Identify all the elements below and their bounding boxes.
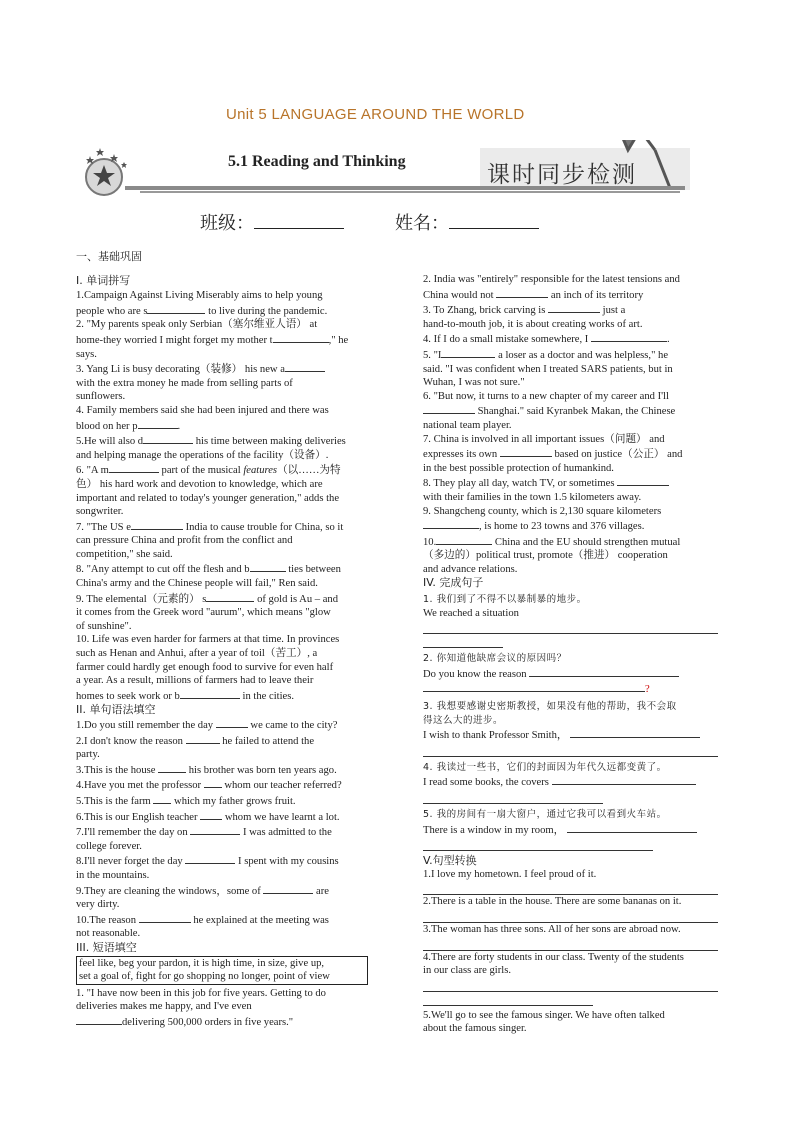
- answer-blank[interactable]: [131, 519, 183, 530]
- section-heading: II. 单句语法填空: [76, 703, 156, 717]
- question: in our class are girls.: [423, 965, 511, 977]
- name-label: 姓名：: [395, 213, 449, 234]
- question: of sunshine".: [76, 620, 132, 632]
- question: in the best possible protection of humankind.: [423, 462, 614, 474]
- question: 4. If I do a small mistake somewhere, I .: [423, 331, 721, 347]
- answer-line[interactable]: [423, 790, 603, 804]
- question: ?: [423, 681, 721, 697]
- question: homes to seek work or b in the cities.: [76, 688, 376, 704]
- section-heading: III. 短语填空: [76, 940, 137, 954]
- question: farmer could hardly get enough food to survive for even half: [76, 661, 334, 673]
- answer-blank[interactable]: [548, 302, 600, 313]
- question: 3. Yang Li is busy decorating（装修） his new a: [76, 361, 376, 377]
- question: 2. India was "entirely" responsible for the latest tensions and: [423, 274, 680, 285]
- answer-line[interactable]: [423, 992, 593, 1006]
- question: 9. Shangcheng county, which is 2,130 square kilometers: [423, 505, 662, 517]
- answer-blank[interactable]: [185, 853, 235, 864]
- question: 7. "The US e India to cause trouble for China, so it: [76, 519, 376, 535]
- answer-blank[interactable]: [204, 777, 222, 788]
- question: 8.I'll never forget the day I spent with my cousins: [76, 853, 376, 869]
- question: with their families in the town 1.5 kilometers away.: [423, 491, 642, 503]
- class-blank[interactable]: [254, 228, 344, 229]
- question: it comes from the Greek word "aurum", which means "glow: [76, 607, 331, 619]
- answer-line[interactable]: [423, 909, 718, 923]
- question: national team player.: [423, 419, 512, 431]
- answer-line[interactable]: [423, 881, 718, 895]
- question-cn: 1. 我们到了不得不以暴制暴的地步。: [423, 594, 587, 606]
- class-label: 班级：: [200, 213, 254, 234]
- answer-line[interactable]: [423, 620, 718, 634]
- question: I wish to thank Professor Smith，: [423, 727, 721, 743]
- answer-line[interactable]: [423, 837, 653, 851]
- class-field[interactable]: [200, 209, 344, 235]
- question: I read some books, the covers: [423, 774, 721, 790]
- question: and advance relations.: [423, 563, 518, 575]
- phrase-list: set a goal of, fight for go shopping no longer, point of view: [79, 971, 330, 983]
- question: blood on her p .: [76, 418, 376, 434]
- question-cn: 4. 我读过一些书，它们的封面因为年代久远都变黄了。: [423, 761, 667, 773]
- answer-blank[interactable]: [147, 303, 205, 314]
- question-cn: 得这么大的进步。: [423, 714, 504, 726]
- answer-blank[interactable]: [423, 681, 645, 692]
- answer-blank[interactable]: [153, 793, 171, 804]
- question: 1. "I have now been in this job for five years. Getting to do: [76, 987, 326, 999]
- question: not reasonable.: [76, 928, 141, 940]
- question: 5.This is the farm which my father grows fruit.: [76, 793, 376, 809]
- question: 6.This is our English teacher whom we have learnt a lot.: [76, 809, 376, 825]
- answer-blank[interactable]: [76, 1014, 122, 1025]
- answer-blank[interactable]: [570, 727, 700, 738]
- phrase-box: [76, 956, 368, 985]
- question: college forever.: [76, 840, 142, 852]
- question: Do you know the reason: [423, 666, 721, 682]
- answer-line[interactable]: [423, 937, 718, 951]
- question: delivering 500,000 orders in five years.": [76, 1014, 376, 1030]
- answer-blank[interactable]: [143, 433, 193, 444]
- answer-blank[interactable]: [216, 717, 248, 728]
- question: in the mountains.: [76, 869, 150, 881]
- question: 5.We'll go to see the famous singer. We have often talked: [423, 1009, 665, 1021]
- question: such as Henan and Anhui, after a year of toil（苦工）, a: [76, 648, 318, 660]
- question: deliveries makes me happy, and I've even: [76, 1001, 252, 1013]
- question: 4.Have you met the professor whom our teacher referred?: [76, 777, 376, 793]
- question: 4. Family members said she had been injured and there was: [76, 404, 329, 416]
- question: competition," she said.: [76, 548, 173, 560]
- answer-blank[interactable]: [273, 332, 329, 343]
- answer-line[interactable]: [423, 978, 718, 992]
- question: 10. China and the EU should strengthen mutual: [423, 534, 721, 550]
- question: We reached a situation: [423, 607, 519, 619]
- question: 3.This is the house his brother was born ten years ago.: [76, 762, 376, 778]
- answer-blank[interactable]: [138, 418, 178, 429]
- question: 5.He will also d his time between making deliveries: [76, 433, 376, 449]
- section-heading: I. 单词拼写: [76, 273, 131, 287]
- question: and helping manage the operations of the facility（设备）.: [76, 449, 329, 461]
- part-heading: 一、基础巩固: [76, 250, 142, 263]
- question: 4.There are forty students in our class. Twenty of the students: [423, 951, 684, 963]
- small-star-icon: [96, 148, 104, 156]
- sync-label: 课时同步检测: [487, 162, 637, 188]
- phrase-list: feel like, beg your pardon, it is high time, in size, give up,: [79, 957, 325, 969]
- section-heading: V.句型转换: [423, 854, 477, 868]
- answer-blank[interactable]: [158, 762, 186, 773]
- question: home-they worried I might forget my mother t ," he: [76, 332, 376, 348]
- answer-blank[interactable]: [263, 883, 313, 894]
- question-cn: 5. 我的房间有一扇大窗户，通过它我可以看到火车站。: [423, 809, 667, 820]
- question: 7. China is involved in all important issues（问题） and: [423, 433, 665, 445]
- question: said. "I was confident when I treated SARS patients, but in: [423, 363, 673, 375]
- left-column: [76, 250, 376, 1029]
- answer-blank[interactable]: [109, 462, 159, 473]
- question: 1.Campaign Against Living Miserably aims to help young: [76, 290, 323, 302]
- question: sunflowers.: [76, 391, 126, 403]
- answer-blank[interactable]: [591, 331, 667, 342]
- answer-blank[interactable]: [423, 403, 475, 414]
- answer-blank[interactable]: [423, 518, 479, 529]
- answer-blank[interactable]: [500, 446, 552, 457]
- answer-blank[interactable]: [180, 688, 240, 699]
- question: 2.There is a table in the house. There are some bananas on it.: [423, 896, 682, 908]
- question: China's army and the Chinese people will fail," Ren said.: [76, 578, 318, 590]
- question: about the famous singer.: [423, 1023, 527, 1035]
- answer-line[interactable]: [423, 634, 503, 648]
- question: 10.The reason he explained at the meeting was: [76, 912, 376, 928]
- question: Shanghai." said Kyranbek Makan, the Chinese: [423, 403, 721, 419]
- question: （多边的）political trust, promote（推进） cooperation: [423, 550, 668, 562]
- question: with the extra money he made from selling parts of: [76, 377, 293, 389]
- answer-blank[interactable]: [285, 361, 325, 372]
- question: a year. As a result, millions of farmers had to leave their: [76, 675, 314, 687]
- question: hand-to-mouth job, it is about creating works of art.: [423, 318, 643, 330]
- answer-blank[interactable]: [552, 774, 696, 785]
- question-cn: 2. 你知道他缺席会议的原因吗？: [423, 653, 567, 665]
- question: 6. "But now, it turns to a new chapter of my career and I'll: [423, 390, 669, 402]
- answer-blank[interactable]: [436, 534, 492, 545]
- question: party.: [76, 749, 100, 761]
- question: , is home to 23 towns and 376 villages.: [423, 518, 721, 534]
- question: 5. "I a loser as a doctor and was helpless," he: [423, 347, 721, 363]
- name-blank[interactable]: [449, 228, 539, 229]
- answer-blank[interactable]: [441, 347, 495, 358]
- question-cn: 3. 我想要感谢史密斯教授，如果没有他的帮助，我不会取: [423, 701, 677, 713]
- question: 色） his hard work and devotion to knowledge, which are: [76, 478, 323, 490]
- question: 9.They are cleaning the windows，some of are: [76, 883, 376, 899]
- question: people who are s to live during the pandemic.: [76, 303, 376, 319]
- section-heading: IV. 完成句子: [423, 576, 484, 590]
- question: 3.The woman has three sons. All of her sons are abroad now.: [423, 923, 681, 935]
- question: 9. The elemental（元素的） s of gold is Au – and: [76, 591, 376, 607]
- answer-blank[interactable]: [529, 666, 679, 677]
- question: 1.Do you still remember the day we came to the city?: [76, 717, 376, 733]
- question: There is a window in my room，: [423, 822, 721, 838]
- small-star-icon: [121, 162, 127, 168]
- question: China would not an inch of its territory: [423, 287, 721, 303]
- question: 2. "My parents speak only Serbian（塞尔维亚人语） at: [76, 319, 318, 331]
- answer-blank[interactable]: [190, 824, 240, 835]
- answer-blank[interactable]: [250, 561, 286, 572]
- answer-blank[interactable]: [206, 591, 254, 602]
- question: 6. "A m part of the musical features（以……为特: [76, 462, 376, 478]
- unit-title: Unit 5 LANGUAGE AROUND THE WORLD: [226, 106, 525, 123]
- right-column: [423, 273, 721, 1036]
- question: 3. To Zhang, brick carving is just a: [423, 302, 721, 318]
- answer-blank[interactable]: [200, 809, 222, 820]
- section-title: 5.1 Reading and Thinking: [228, 153, 406, 170]
- question: 7.I'll remember the day on I was admitted to the: [76, 824, 376, 840]
- question: important and related to today's younger generation," adds the: [76, 492, 340, 504]
- answer-blank[interactable]: [186, 733, 220, 744]
- question: Wuhan, I was not sure.": [423, 377, 525, 389]
- question: very dirty.: [76, 899, 120, 911]
- question: expresses its own based on justice（公正） and: [423, 446, 721, 462]
- answer-blank[interactable]: [139, 912, 191, 923]
- question: can pressure China and profit from the conflict and: [76, 535, 293, 547]
- answer-blank[interactable]: [496, 287, 548, 298]
- question: 10. Life was even harder for farmers at that time. In provinces: [76, 634, 340, 646]
- question: 2.I don't know the reason he failed to attend the: [76, 733, 376, 749]
- name-field[interactable]: [395, 209, 539, 235]
- answer-blank[interactable]: [567, 822, 697, 833]
- answer-line[interactable]: [423, 743, 718, 757]
- question: songwriter.: [76, 506, 124, 518]
- answer-blank[interactable]: [617, 475, 669, 486]
- question: 1.I love my hometown. I feel proud of it.: [423, 868, 597, 880]
- question: says.: [76, 348, 97, 360]
- question: 8. "Any attempt to cut off the flesh and b ties between: [76, 561, 376, 577]
- question: 8. They play all day, watch TV, or sometimes: [423, 475, 721, 491]
